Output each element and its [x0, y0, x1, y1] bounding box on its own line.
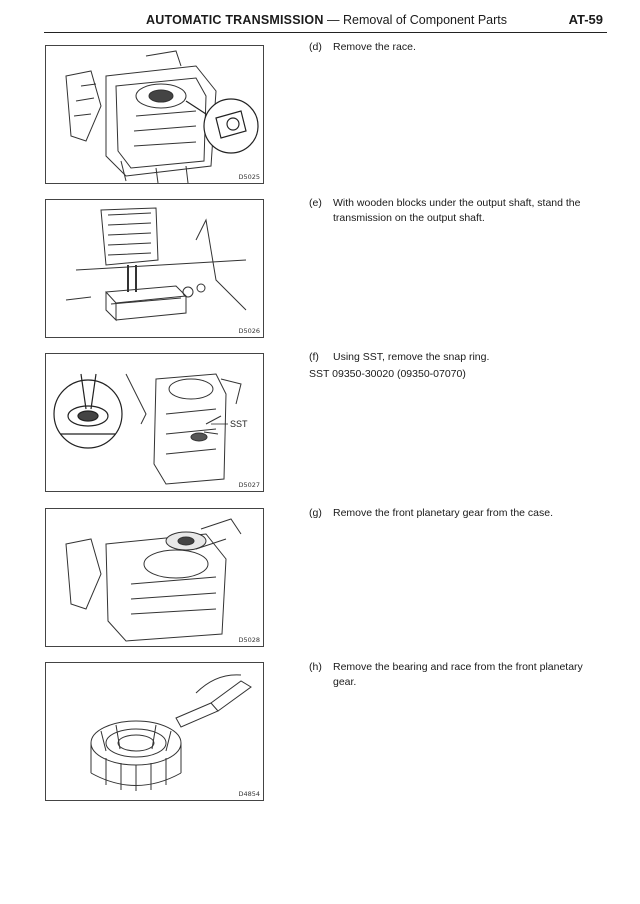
- transmission-case-illustration: [46, 46, 263, 183]
- step-text: Remove the race.: [333, 41, 416, 53]
- step-marker: (d): [309, 41, 322, 53]
- step-text: Using SST, remove the snap ring.: [333, 351, 490, 363]
- title-separator: —: [327, 13, 340, 27]
- step-text: Remove the bearing and race from the front planetary gear.: [333, 661, 583, 688]
- sst-part-number: SST 09350-30020 (09350-07070): [309, 368, 466, 380]
- figure-code: D5026: [238, 327, 260, 335]
- step-marker: (e): [309, 197, 322, 209]
- snap-ring-removal-illustration: [46, 354, 263, 491]
- step-e: [309, 196, 605, 226]
- transmission-on-blocks-illustration: [46, 200, 263, 337]
- page-header: [44, 10, 607, 33]
- figure-code: D5028: [238, 636, 260, 644]
- header-title: [146, 13, 507, 27]
- bearing-removal-illustration: [46, 663, 263, 800]
- step-f: [309, 350, 605, 365]
- step-g: [309, 506, 605, 521]
- step-h: [309, 660, 605, 690]
- figure-remove-bearing-race: [45, 662, 264, 801]
- figure-remove-planetary-gear: [45, 508, 264, 647]
- section-title: AUTOMATIC TRANSMISSION: [146, 13, 324, 27]
- page-code: AT-59: [568, 12, 603, 27]
- figure-remove-race: [45, 45, 264, 184]
- figure-code: D5027: [238, 481, 260, 489]
- step-marker: (f): [309, 351, 319, 363]
- section-subtitle: Removal of Component Parts: [343, 13, 507, 27]
- sst-callout: SST: [230, 419, 248, 429]
- step-d: [309, 40, 605, 55]
- step-marker: (g): [309, 507, 322, 519]
- step-text: With wooden blocks under the output shaft, stand the transmission on the output shaft.: [333, 197, 581, 224]
- figure-wooden-blocks: [45, 199, 264, 338]
- figure-code: D4854: [238, 790, 260, 798]
- step-text: Remove the front planetary gear from the case.: [333, 507, 554, 519]
- figure-remove-snap-ring: [45, 353, 264, 492]
- planetary-gear-removal-illustration: [46, 509, 263, 646]
- step-marker: (h): [309, 661, 322, 673]
- figure-code: D5025: [238, 173, 260, 181]
